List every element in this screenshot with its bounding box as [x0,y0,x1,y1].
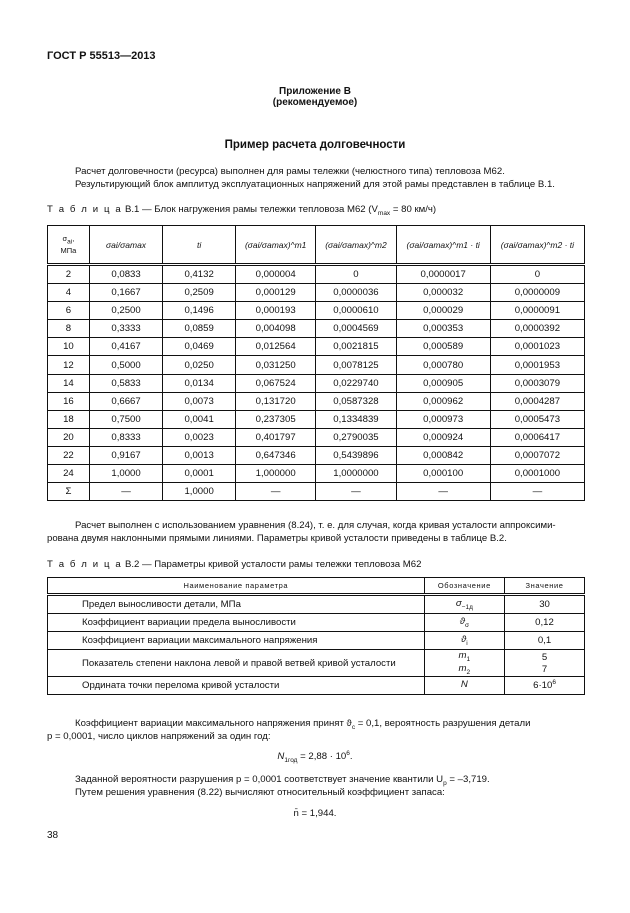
table-row [48,483,585,501]
table-cell: 0,0005473 [490,410,584,428]
param-symbol: $ϑ_\sigma$ [424,614,504,632]
table-cell: 0,0021815 [316,338,396,356]
table-cell: — [396,483,490,501]
table1-body [48,265,585,501]
table-cell: 0,000842 [396,446,490,464]
table1-header-sigma: $\sigma_{ai}$, МПа [48,226,90,265]
table1-header-row [48,226,585,265]
table-cell: 0,6667 [89,392,162,410]
param-name: Коэффициент вариации максимального напряжения [48,632,425,650]
table-cell: 0,0073 [163,392,236,410]
table-row [48,595,585,614]
table-cell: 0,1334839 [316,410,396,428]
table-cell: 20 [48,428,90,446]
table-cell: 0,0250 [163,356,236,374]
table-cell: 0,000032 [396,284,490,302]
table1-header-ratio-m1-ti: (σai/σamax)^m1 · ti [396,226,490,265]
intro-paragraph-1: Расчет долговечности (ресурса) выполнен для рамы тележки (челюстного типа) тепловоза М62. [75,166,505,177]
table-cell: 0,7500 [89,410,162,428]
table-cell: 0,0469 [163,338,236,356]
table-cell: 0,0023 [163,428,236,446]
table-row [48,284,585,302]
after-paragraph-3: Заданной вероятности разрушения p = 0,0001 соответствует значение квантили $U_p = -3,719$. [75,774,490,787]
table-row [48,265,585,284]
table2-caption-text: В.2 — Параметры кривой усталости рамы тележки тепловоза М62 [124,559,422,570]
table2-header-symbol: Обозначение [424,578,504,595]
param-symbol: $m_1$ $m_2$ [424,650,504,677]
table-cell: 0,8333 [89,428,162,446]
table-cell: 0,000962 [396,392,490,410]
table-cell: 0,0003079 [490,374,584,392]
table-row [48,614,585,632]
table-cell: — [236,483,316,501]
table-row [48,446,585,464]
table-row [48,374,585,392]
table-cell: 0,4167 [89,338,162,356]
table-cell: 0 [316,265,396,284]
table-cell: 0,647346 [236,446,316,464]
table-cell: 0,3333 [89,320,162,338]
param-name: Показатель степени наклона левой и правой ветвей кривой усталости [48,650,425,677]
table-cell: 0,237305 [236,410,316,428]
table-cell: 0,000029 [396,302,490,320]
table2-header-value: Значение [505,578,585,595]
table1-caption [47,204,436,217]
table1-caption-end: = 80 км/ч) [390,204,437,215]
intro-paragraph-2: Результирующий блок амплитуд эксплуатационных напряжений для этой рамы представлен в таблице В.1. [75,179,555,190]
table-row [48,410,585,428]
table-cell: 0,2509 [163,284,236,302]
table-cell: 0,0000036 [316,284,396,302]
table-cell: 0,0004569 [316,320,396,338]
table-cell: 0,067524 [236,374,316,392]
table-cell: 6 [48,302,90,320]
param-name: Коэффициент вариации предела выносливости [48,614,425,632]
table-cell: 0,0134 [163,374,236,392]
table-cell: 0,2790035 [316,428,396,446]
table-cell: 0,0000091 [490,302,584,320]
table2-header-row [48,578,585,595]
table-cell: Σ [48,483,90,501]
table-cell: 16 [48,392,90,410]
equation-cycles: $N_{1год} = 2,88 \cdot 10^6$. [277,750,353,765]
table-cell: 0,0000009 [490,284,584,302]
table-row [48,465,585,483]
table-cell: 24 [48,465,90,483]
table-cell: 0,0001023 [490,338,584,356]
table-cell: — [89,483,162,501]
table-cell: 0,004098 [236,320,316,338]
calc-paragraph: Расчет выполнен с использованием уравнения (8.24), т. е. для случая, когда кривая усталости аппроксими-рована двумя наклонными прямыми линиями. Параметры кривой усталости приведены в таблице В.2. [47,520,556,544]
table-cell: 22 [48,446,90,464]
param-symbol: $ϑ_i$ [424,632,504,650]
param-name: Предел выносливости детали, МПа [48,595,425,614]
table-cell: 0,0001000 [490,465,584,483]
table1-header-ti: ti [163,226,236,265]
table-cell: 0,0859 [163,320,236,338]
table2-caption [47,559,421,570]
table-cell: 0,4132 [163,265,236,284]
table-cell: 0,000905 [396,374,490,392]
table-cell: 18 [48,410,90,428]
param-value: 0,1 [505,632,585,650]
table-cell: 0,000973 [396,410,490,428]
table1-header-ratio-m2: (σai/σamax)^m2 [316,226,396,265]
table-row [48,428,585,446]
table-cell: 0,000353 [396,320,490,338]
table-row [48,302,585,320]
fatigue-params-table [47,577,585,695]
table-cell: 10 [48,338,90,356]
table-row [48,650,585,677]
table-cell: 12 [48,356,90,374]
table-cell: 14 [48,374,90,392]
table-row [48,338,585,356]
page-number: 38 [47,830,59,841]
table-cell: 0,0004287 [490,392,584,410]
table-cell: 0,1667 [89,284,162,302]
table-cell: 0,131720 [236,392,316,410]
section-title: Пример расчета долговечности [224,139,406,151]
table-row [48,356,585,374]
table2-header-name: Наименование параметра [48,578,425,595]
equation-safety-factor: n̄ = 1,944. [293,808,337,819]
document-header: ГОСТ Р 55513—2013 [47,50,156,62]
table1-caption-sub: max [377,209,391,217]
load-block-table [47,225,585,501]
table-cell: 1,0000000 [316,465,396,483]
table-cell: 1,000000 [236,465,316,483]
table-cell: 0,0006417 [490,428,584,446]
table1-header-ratio: σai/σamax [89,226,162,265]
table-cell: 8 [48,320,90,338]
table-cell: 1,0000 [89,465,162,483]
table-cell: 0,5833 [89,374,162,392]
param-symbol: $\sigma_{-1д}$ [424,595,504,614]
after-paragraph-4: Путем решения уравнения (8.22) вычисляют относительный коэффициент запаса: [75,787,445,798]
table-cell: 0,0041 [163,410,236,428]
table-cell: 0,0000017 [396,265,490,284]
table-cell: 0,012564 [236,338,316,356]
table-row [48,632,585,650]
table2-caption-prefix: Т а б л и ц а [47,559,123,570]
table-cell: 0,0013 [163,446,236,464]
table-cell: — [316,483,396,501]
table-cell: 0,000100 [396,465,490,483]
table-cell: 0,000004 [236,265,316,284]
table-row [48,320,585,338]
table-cell: 0,000780 [396,356,490,374]
after-paragraph-2: p = 0,0001, число циклов напряжений за один год: [47,731,271,742]
table-cell: 0,0007072 [490,446,584,464]
param-name: Ордината точки перелома кривой усталости [48,677,425,695]
table-cell: 0,0078125 [316,356,396,374]
table-cell: 0,0833 [89,265,162,284]
table2-body [48,595,585,695]
table-cell: 0,0229740 [316,374,396,392]
table-cell: 0,000589 [396,338,490,356]
table1-header-ratio-m1: (σai/σamax)^m1 [236,226,316,265]
table-row [48,392,585,410]
table-cell: 1,0000 [163,483,236,501]
param-value: 30 [505,595,585,614]
table-cell: 0,000924 [396,428,490,446]
table-cell: 0,0000392 [490,320,584,338]
after-paragraph-1: Коэффициент вариации максимального напряжения принят $ϑ_с = 0,1$, вероятность разрушения детали [75,718,531,731]
table-cell: 0,2500 [89,302,162,320]
table-cell: 0,0001 [163,465,236,483]
table-cell: 0,1496 [163,302,236,320]
appendix-title: Приложение В [279,86,351,97]
param-value: 0,12 [505,614,585,632]
table1-caption-text: В.1 — Блок нагружения рамы тележки тепловоза М62 (V [124,204,378,215]
table-cell: — [490,483,584,501]
table-cell: 0,5000 [89,356,162,374]
table-cell: 0,000129 [236,284,316,302]
table-cell: 0,9167 [89,446,162,464]
table-row [48,677,585,695]
table-cell: 0 [490,265,584,284]
table-cell: 0,0001953 [490,356,584,374]
table-cell: 0,401797 [236,428,316,446]
table-cell: 0,0587328 [316,392,396,410]
table1-header-ratio-m2-ti: (σai/σamax)^m2 · ti [490,226,584,265]
param-symbol: N [424,677,504,695]
param-value: 5 7 [505,650,585,677]
table-cell: 2 [48,265,90,284]
appendix-subtitle: (рекомендуемое) [272,97,358,108]
table1-caption-prefix: Т а б л и ц а [47,204,123,215]
table-cell: 0,5439896 [316,446,396,464]
table-cell: 0,0000610 [316,302,396,320]
param-value: $6\cdot 10^6$ [505,677,585,695]
table-cell: 0,031250 [236,356,316,374]
table-cell: 4 [48,284,90,302]
table-cell: 0,000193 [236,302,316,320]
